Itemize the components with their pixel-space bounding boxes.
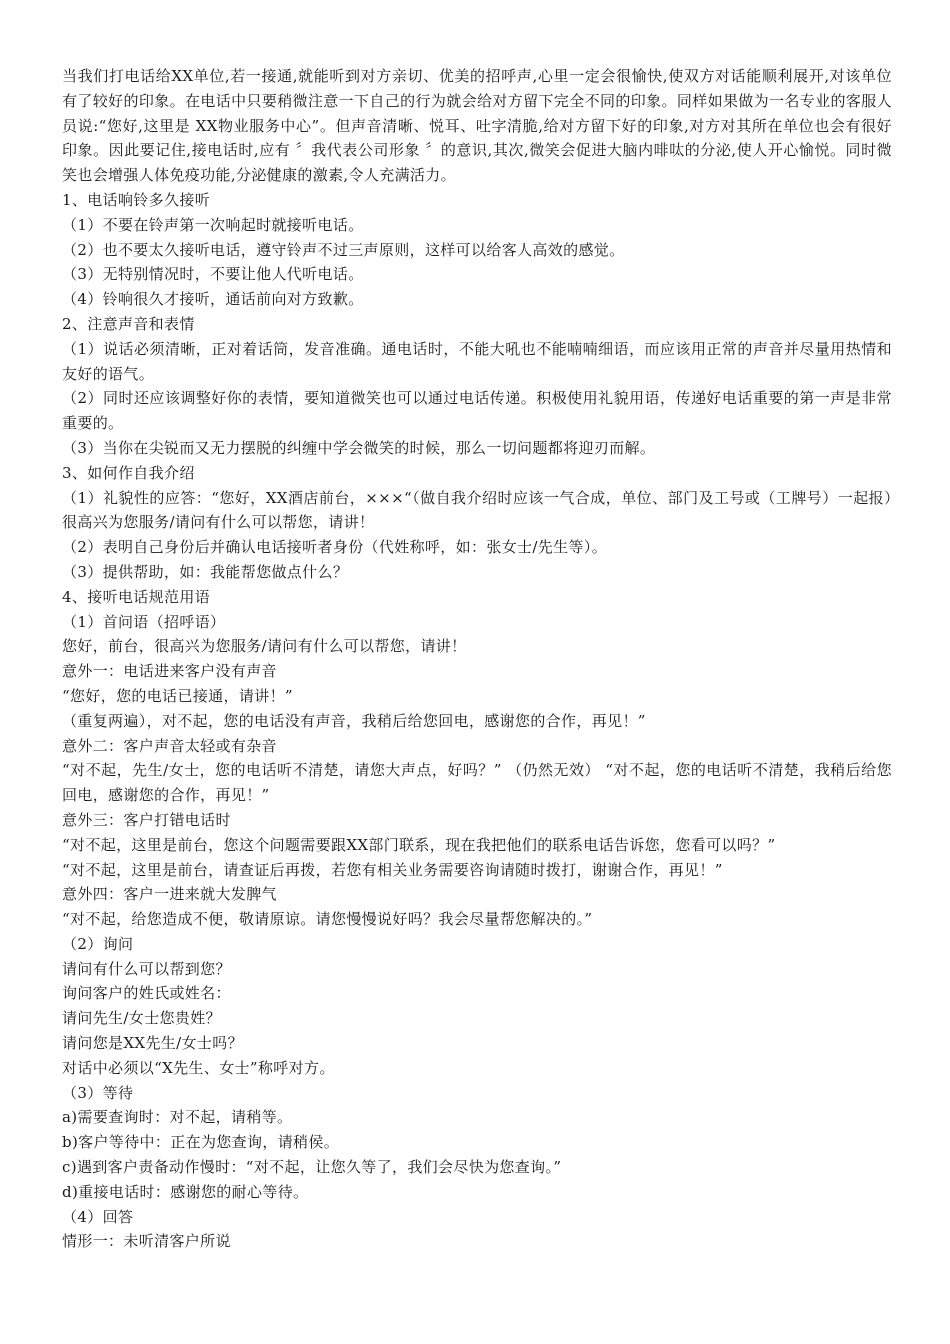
text-line: 询问客户的姓氏或姓名： bbox=[62, 984, 231, 1003]
text-line: b)客户等待中：正在为您查询，请稍侯。 bbox=[62, 1133, 340, 1152]
intro-paragraph: 当我们打电话给XX单位,若一接通,就能听到对方亲切、优美的招呼声,心里一定会很愉快,使双方对话能顺利展开,对该单位有了较好的印象。在电话中只要稍微注意一下自己的行为就会给对方留下完全不同的印象。同样如果做为一名专业的客服人员说:“您好,这里是 XX物业服务中心”。但声音清晰、悦耳、吐字清脆,给对方留下好的印象,对方对其所在单位也会有很好印象。因此要记住,接电话时,应有 〞我代表公司形象 〞的意识,其次,微笑会促进大脑内啡呔的分泌,使人开心愉悦。同时微笑也会增强人体免疫功能,分泌健康的激素,令人充满活力。 bbox=[62, 67, 892, 185]
section-heading: 4、接听电话规范用语 bbox=[62, 587, 211, 606]
list-item: （4）铃响很久才接听，通话前向对方致歉。 bbox=[62, 290, 364, 309]
text-line: d)重接电话时：感谢您的耐心等待。 bbox=[62, 1182, 309, 1201]
section-heading: 2、注意声音和表情 bbox=[62, 314, 195, 333]
document-body bbox=[62, 188, 892, 1254]
list-item: （1）说话必须清晰，正对着话筒，发音准确。通电话时，不能大吼也不能喃喃细语，而应该用正常的声音并尽量用热情和友好的语气。 bbox=[62, 339, 892, 383]
list-item: （3）无特别情况时，不要让他人代听电话。 bbox=[62, 265, 364, 284]
text-line: “对不起，给您造成不便，敬请原谅。请您慢慢说好吗？我会尽量帮您解决的。” bbox=[62, 910, 593, 929]
subsection-heading: （2）询问 bbox=[62, 934, 134, 953]
text-line: “您好，您的电话已接通，请讲！” bbox=[62, 686, 293, 705]
case-heading: 意外一：电话进来客户没有声音 bbox=[62, 662, 277, 681]
subsection-heading: （4）回答 bbox=[62, 1207, 134, 1226]
list-item: （3）当你在尖锐而又无力摆脱的纠缠中学会微笑的时候，那么一切问题都将迎刃而解。 bbox=[62, 438, 656, 457]
text-line: “对不起，这里是前台，请查证后再拨，若您有相关业务需要咨询请随时拨打，谢谢合作，再见！” bbox=[62, 860, 723, 879]
text-line: 情形一：未听清客户所说 bbox=[62, 1232, 231, 1251]
text-line: 请问您是XX先生/女士吗？ bbox=[62, 1034, 243, 1053]
text-line: （重复两遍），对不起，您的电话没有声音，我稍后给您回电，感谢您的合作，再见！” bbox=[62, 711, 646, 730]
case-heading: 意外四：客户一进来就大发脾气 bbox=[62, 885, 277, 904]
section-heading: 3、如何作自我介绍 bbox=[62, 463, 195, 482]
text-line: 请问有什么可以帮到您？ bbox=[62, 959, 231, 978]
subsection-heading: （1）首问语（招呼语） bbox=[62, 612, 226, 631]
text-line: a)需要查询时：对不起，请稍等。 bbox=[62, 1108, 293, 1127]
text-line: 对话中必须以“X先生、女士”称呼对方。 bbox=[62, 1058, 335, 1077]
list-item: （1）不要在铃声第一次响起时就接听电话。 bbox=[62, 215, 364, 234]
section-heading: 1、电话响铃多久接听 bbox=[62, 190, 211, 209]
text-line: “对不起，先生/女士，您的电话听不清楚，请您大声点，好吗？” （仍然无效） “对不起，您的电话听不清楚，我稍后给您回电，感谢您的合作，再见！” bbox=[62, 761, 892, 805]
list-item: （2）同时还应该调整好你的表情，要知道微笑也可以通过电话传递。积极使用礼貌用语，传递好电话重要的第一声是非常重要的。 bbox=[62, 389, 892, 433]
subsection-heading: （3）等待 bbox=[62, 1083, 134, 1102]
list-item: （2）表明自己身份后并确认电话接听者身份（代姓称呼，如：张女士/先生等）。 bbox=[62, 538, 608, 557]
text-line: 您好，前台，很高兴为您服务/请问有什么可以帮您，请讲！ bbox=[62, 637, 467, 656]
case-heading: 意外二：客户声音太轻或有杂音 bbox=[62, 736, 277, 755]
list-item: （3）提供帮助，如：我能帮您做点什么？ bbox=[62, 562, 349, 581]
text-line: “对不起，这里是前台，您这个问题需要跟XX部门联系，现在我把他们的联系电话告诉您，您看可以吗？” bbox=[62, 835, 776, 854]
text-line: c)遇到客户责备动作慢时：“对不起，让您久等了，我们会尽快为您查询。” bbox=[62, 1158, 562, 1177]
list-item: （2）也不要太久接听电话，遵守铃声不过三声原则，这样可以给客人高效的感觉。 bbox=[62, 240, 625, 259]
list-item: （1）礼貌性的应答：“您好，XX酒店前台，×××“（做自我介绍时应该一气合成，单位、部门及工号或（工牌号）一起报）很高兴为您服务/请问有什么可以帮您，请讲！ bbox=[62, 488, 892, 532]
text-line: 请问先生/女士您贵姓？ bbox=[62, 1009, 221, 1028]
case-heading: 意外三：客户打错电话时 bbox=[62, 810, 231, 829]
